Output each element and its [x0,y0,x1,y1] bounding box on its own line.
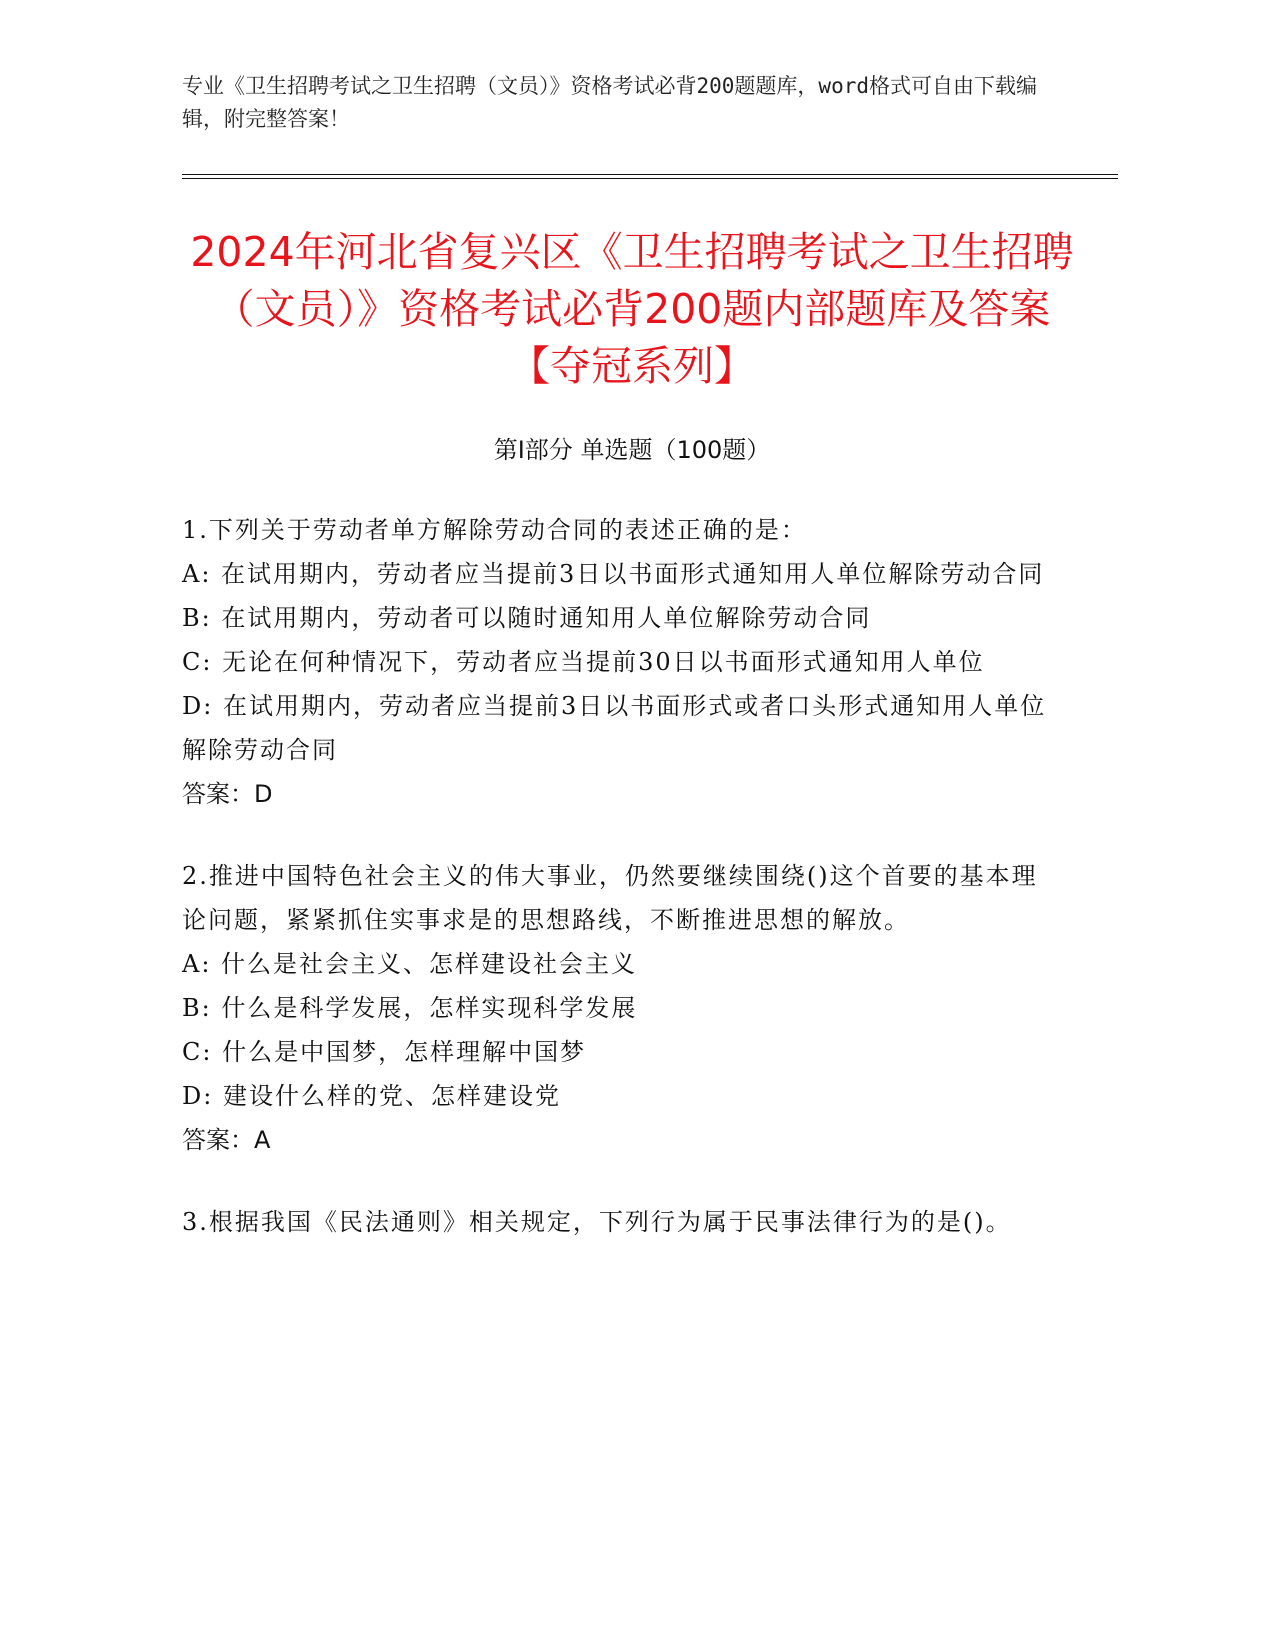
option-b: B: 在试用期内，劳动者可以随时通知用人单位解除劳动合同 [182,604,872,632]
answer: 答案：A [182,1126,271,1154]
header-divider [182,174,1118,179]
document-title: 2024年河北省复兴区《卫生招聘考试之卫生招聘（文员）》资格考试必背200题内部题库及答案【夺冠系列】 [190,228,1074,390]
question-stem: 2.推进中国特色社会主义的伟大事业，仍然要继续围绕()这个首要的基本理论问题，紧紧抓住实事求是的思想路线，不断推进思想的解放。 [182,862,1038,934]
option-d: D: 在试用期内，劳动者应当提前3日以书面形式或者口头形式通知用人单位解除劳动合同 [182,692,1047,764]
option-b: B: 什么是科学发展，怎样实现科学发展 [182,994,638,1022]
option-c: C: 无论在何种情况下，劳动者应当提前30日以书面形式通知用人单位 [182,648,985,676]
option-d: D: 建设什么样的党、怎样建设党 [182,1082,561,1110]
header-note: 专业《卫生招聘考试之卫生招聘（文员）》资格考试必背200题题库，word格式可自由下载编辑，附完整答案！ [182,74,1037,131]
option-c: C: 什么是中国梦，怎样理解中国梦 [182,1038,587,1066]
option-a: A: 在试用期内，劳动者应当提前3日以书面形式通知用人单位解除劳动合同 [182,560,1045,588]
question-2 [182,854,1062,1162]
question-stem: 1.下列关于劳动者单方解除劳动合同的表述正确的是： [182,516,807,544]
question-3 [182,1200,1062,1244]
question-1 [182,508,1062,816]
answer: 答案：D [182,780,273,808]
option-a: A: 什么是社会主义、怎样建设社会主义 [182,950,638,978]
question-list [182,508,1062,1282]
question-stem: 3.根据我国《民法通则》相关规定，下列行为属于民事法律行为的是()。 [182,1208,1012,1236]
section-heading: 第Ⅰ部分 单选题（100题） [493,436,771,464]
